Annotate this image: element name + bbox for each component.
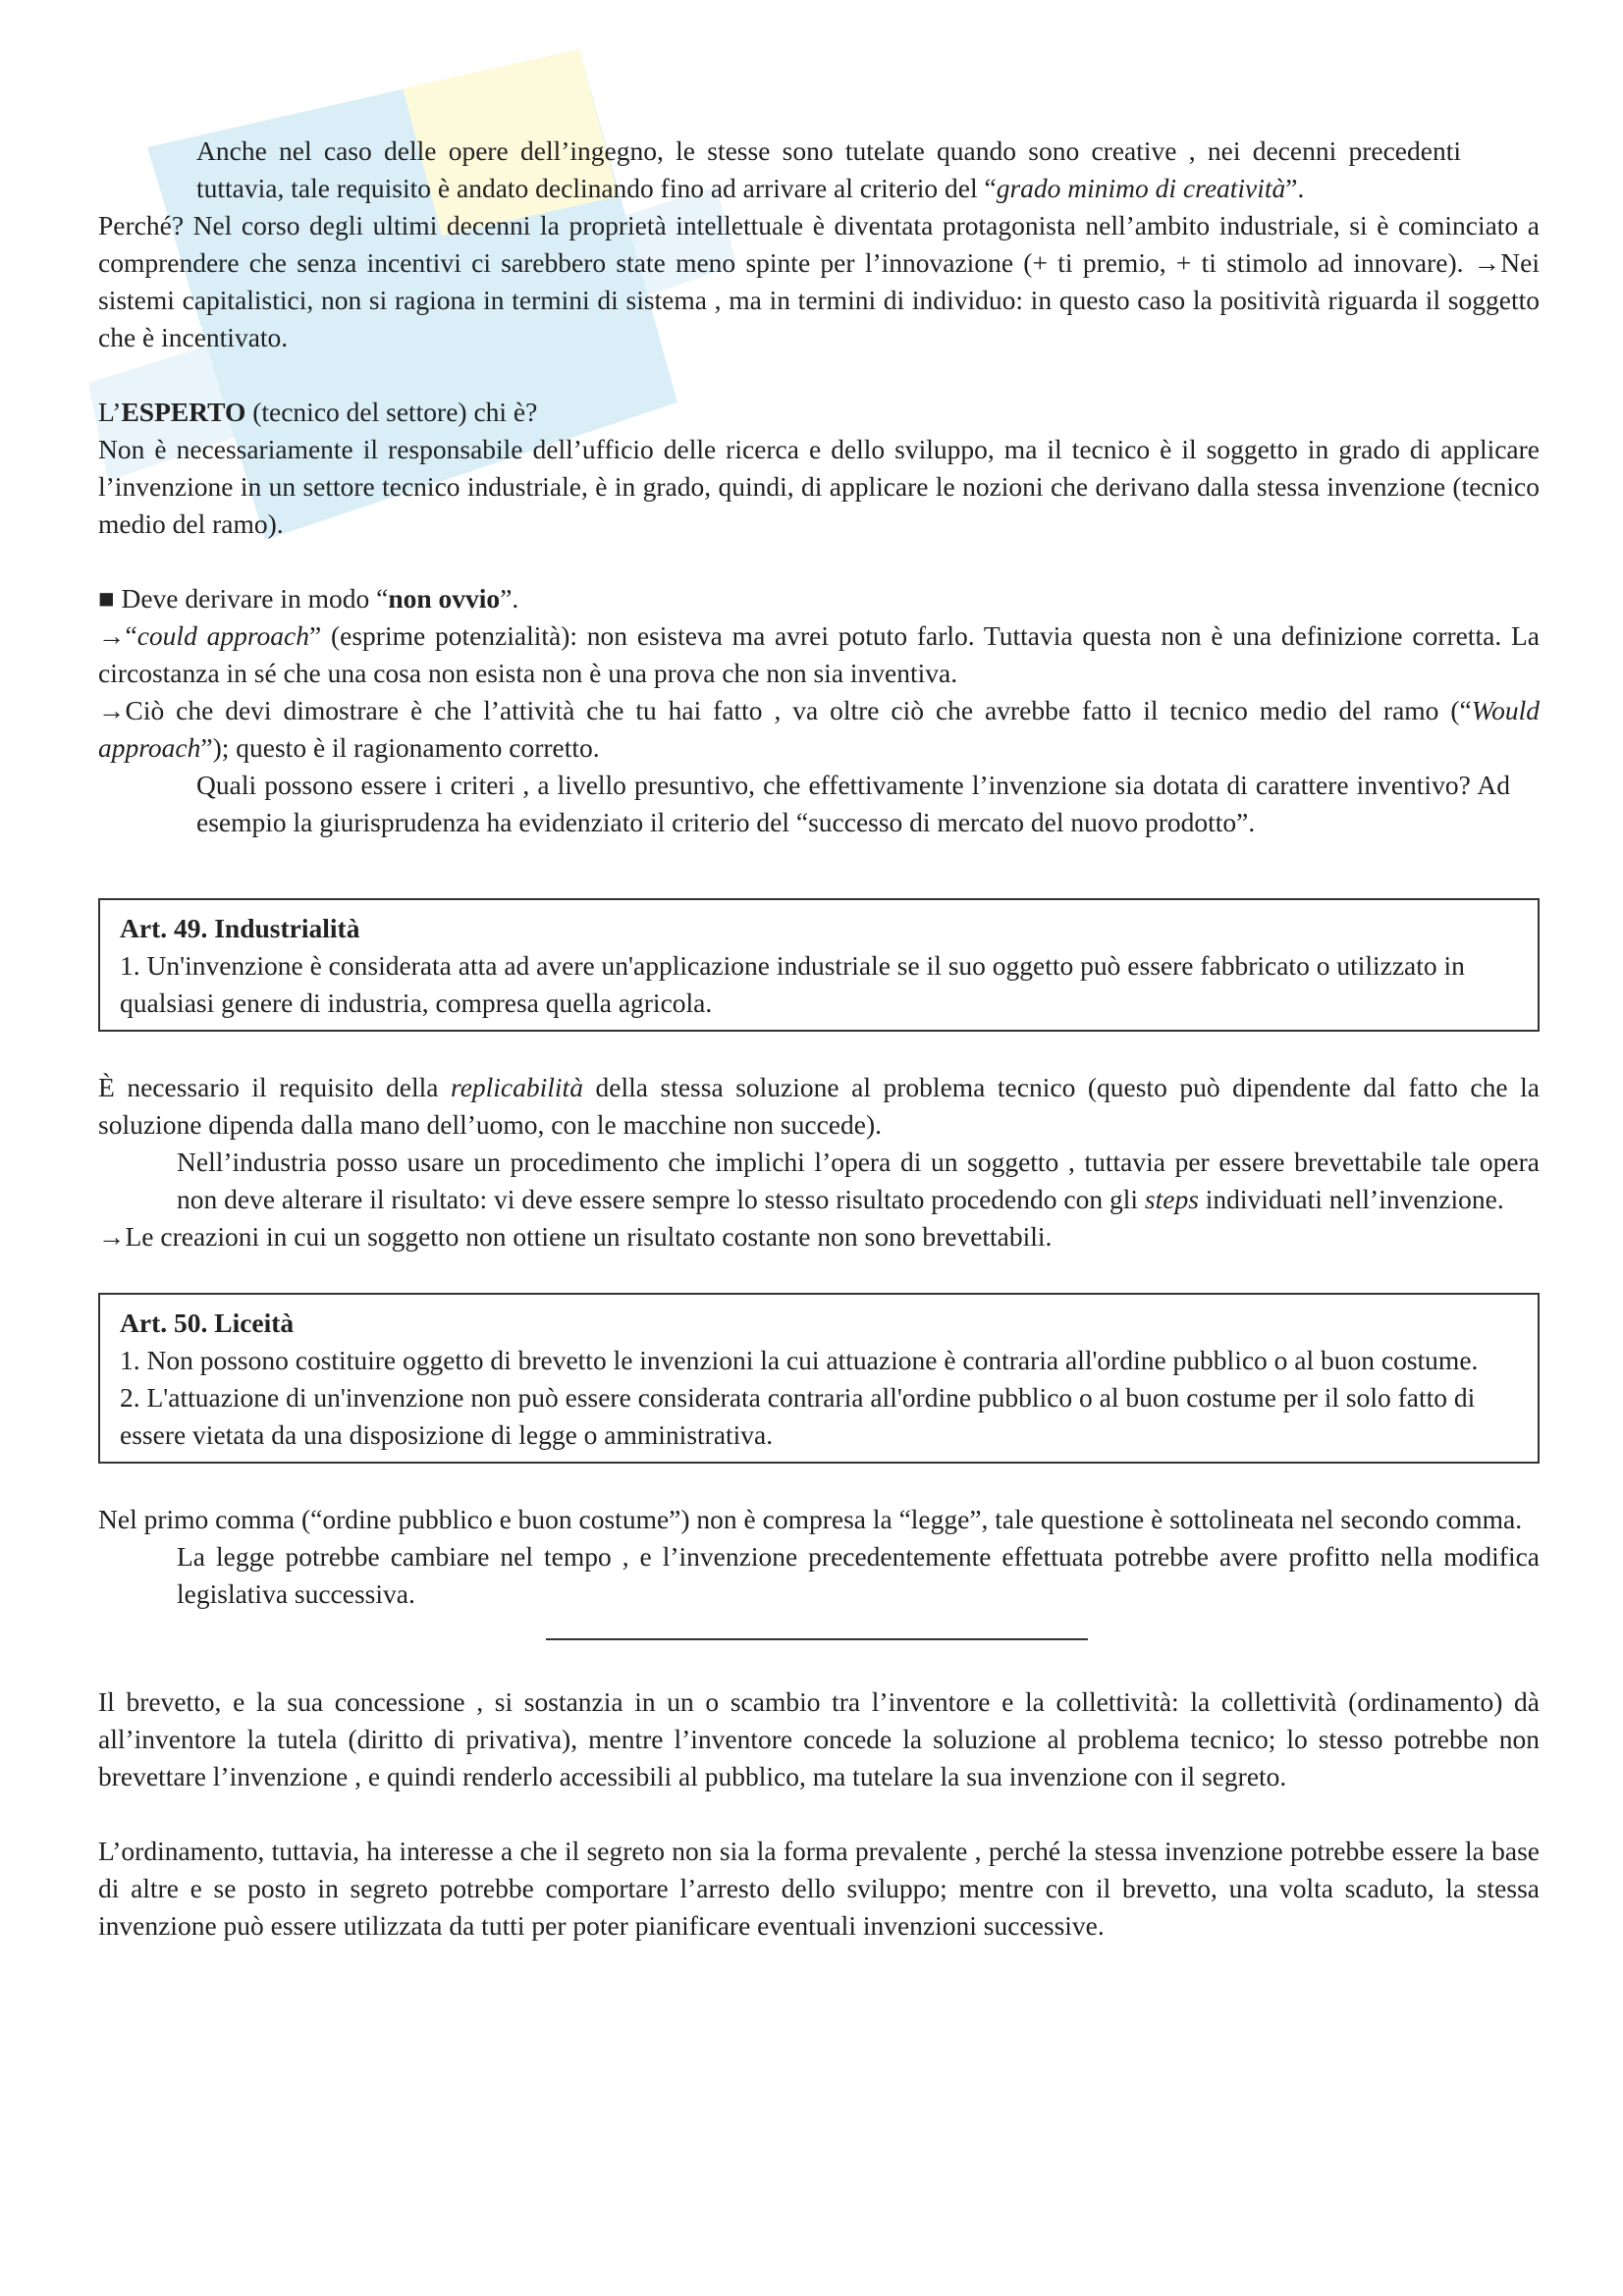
article-49-comma-1: 1. Un'invenzione è considerata atta ad avere un'applicazione industriale se il suo oggetto può essere fabbricato o utilizzato in qualsiasi genere di industria, compresa quella agricola. [120, 950, 1465, 1018]
document-page [98, 133, 1540, 1945]
article-49-title: Art. 49. Industrialità [120, 913, 360, 943]
paragraph-brevetto: Il brevetto, e la sua concessione , si sostanzia in un o scambio tra l’inventore e la collettività: la collettività (ordinamento) dà all’inventore la tutela (diritto di privativa), mentre l’inventore concede la soluzione al problema tecnico; lo stesso potrebbe non brevettare l’invenzione , e quindi renderlo accessibili al pubblico, ma tutelare la sua invenzione con il segreto. [98, 1686, 1540, 1791]
paragraph-legge: La legge potrebbe cambiare nel tempo , e l’invenzione precedentemente effettuata potrebbe avere profitto nella modifica legislativa successiva. [177, 1541, 1540, 1609]
paragraph-replicabilita: È necessario il requisito della replicabilità della stessa soluzione al problema tecnico (questo può dipendente dal fatto che la soluzione dipenda dalla mano dell’uomo, con le macchine non succede). [98, 1072, 1540, 1140]
paragraph-esperto-definition: Non è necessariamente il responsabile dell’ufficio delle ricerca e dello sviluppo, ma il tecnico è il soggetto in grado di applicare l’invenzione in un settore tecnico industriale, è in grado, quindi, di applicare le nozioni che derivano dalla stessa invenzione (tecnico medio del ramo). [98, 434, 1540, 539]
paragraph-creazioni: →Le creazioni in cui un soggetto non ottiene un risultato costante non sono brevettabili. [98, 1221, 1053, 1252]
paragraph-criteri: Quali possono essere i criteri , a livello presuntivo, che effettivamente l’invenzione sia dotata di carattere inventivo? Ad esempio la giurisprudenza ha evidenziato il criterio del “successo di mercato del nuovo prodotto”. [196, 770, 1510, 837]
article-50-title: Art. 50. Liceità [120, 1308, 295, 1338]
paragraph-ordinamento: L’ordinamento, tuttavia, ha interesse a che il segreto non sia la forma prevalente , perché la stessa invenzione potrebbe essere la base di altre e se posto in segreto potrebbe comportare l’arresto dello sviluppo; mentre con il brevetto, una volta scaduto, la stessa invenzione può essere utilizzata da tutti per poter pianificare eventuali invenzioni successive. [98, 1836, 1540, 1941]
paragraph-perche: Perché? Nel corso degli ultimi decenni la proprietà intellettuale è diventata protagonista nell’ambito industriale, si è cominciato a comprendere che senza incentivi ci sarebbero state meno spinte per l’innovazione (+ ti premio, + ti stimolo ad innovare). →Nei sistemi capitalistici, non si ragiona in termini di sistema , ma in termini di individuo: in questo caso la positività riguarda il soggetto che è incentivato. [98, 210, 1540, 352]
paragraph-could-approach: →“could approach” (esprime potenzialità): non esisteva ma avrei potuto farlo. Tuttavia questa non è una definizione corretta. La circostanza in sé che una cosa non esista non è una prova che non sia inventiva. [98, 620, 1540, 688]
paragraph-industria: Nell’industria posso usare un procedimento che implichi l’opera di un soggetto , tuttavia per essere brevettabile tale opera non deve alterare il risultato: vi deve essere sempre lo stesso risultato procedendo con gli steps individuati nell’invenzione. [177, 1147, 1540, 1214]
paragraph-esperto-heading: L’ESPERTO (tecnico del settore) chi è? [98, 397, 538, 427]
paragraph-would-approach: →Ciò che devi dimostrare è che l’attività che tu hai fatto , va oltre ciò che avrebbe fatto il tecnico medio del ramo (“Would approach”); questo è il ragionamento corretto. [98, 695, 1540, 763]
paragraph-non-ovvio: ■ Deve derivare in modo “non ovvio”. [98, 583, 519, 614]
paragraph-creativita: Anche nel caso delle opere dell’ingegno, le stesse sono tutelate quando sono creative , nei decenni precedenti tuttavia, tale requisito è andato declinando fino ad arrivare al criterio del “grado minimo di creatività”. [196, 135, 1461, 203]
article-50-comma-2: 2. L'attuazione di un'invenzione non può essere considerata contraria all'ordine pubblico o al buon costume per il solo fatto di essere vietata da una disposizione di legge o amministrativa. [120, 1382, 1476, 1450]
article-49-box [98, 898, 1540, 1032]
article-50-box [98, 1293, 1540, 1464]
article-50-comma-1: 1. Non possono costituire oggetto di brevetto le invenzioni la cui attuazione è contraria all'ordine pubblico o al buon costume. [120, 1345, 1479, 1375]
paragraph-primo-comma: Nel primo comma (“ordine pubblico e buon costume”) non è compresa la “legge”, tale questione è sottolineata nel secondo comma. [98, 1504, 1523, 1534]
